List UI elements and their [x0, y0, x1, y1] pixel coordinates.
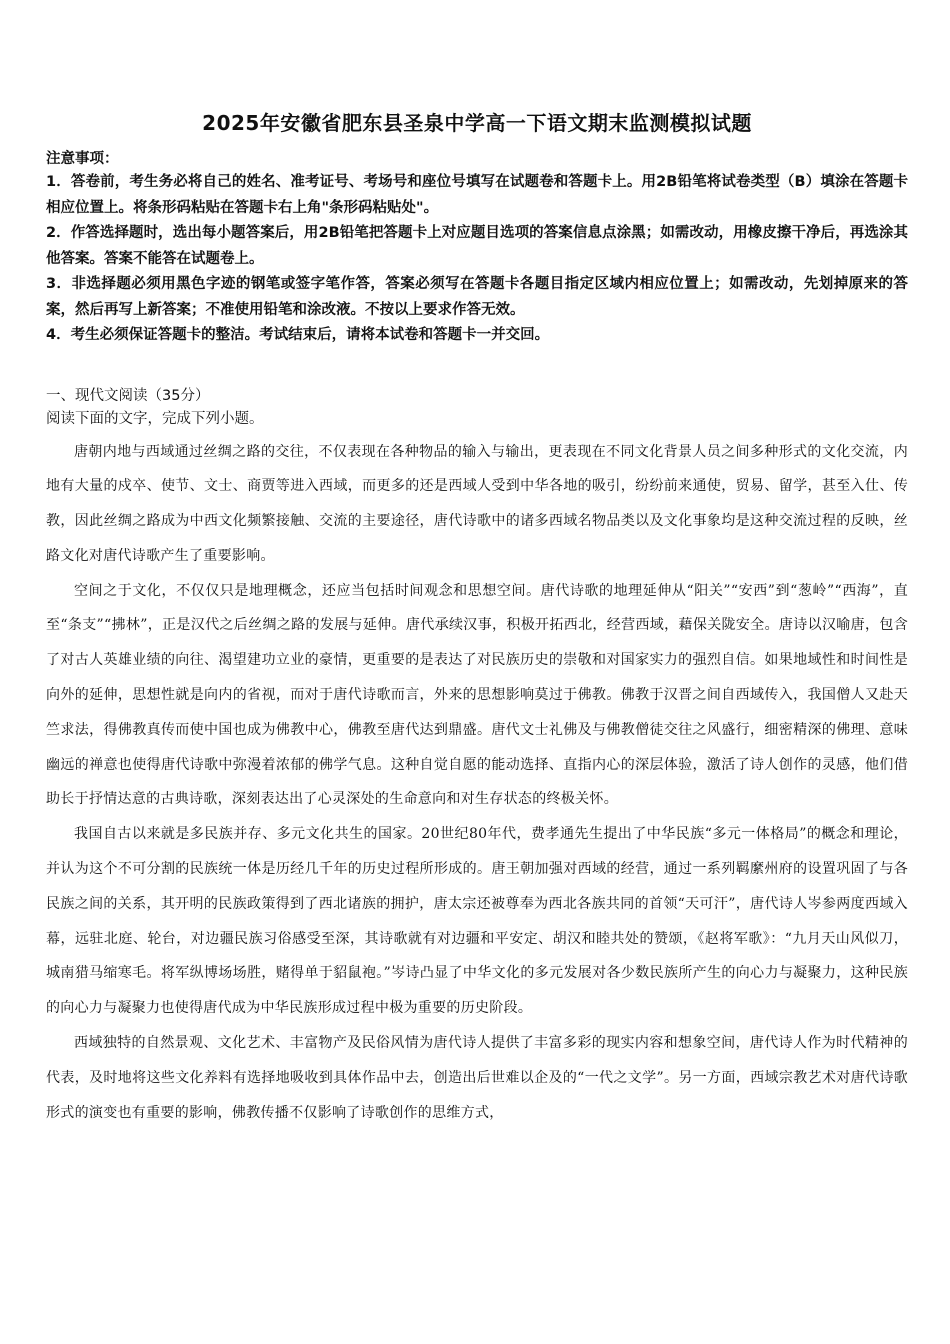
passage-paragraph-4: 西域独特的自然景观、文化艺术、丰富物产及民俗风情为唐代诗人提供了丰富多彩的现实内容和想象空间，唐代诗人作为时代精神的代表，及时地将这些文化养料有选择地吸收到具体作品中去，创造出后世难以企及的“一代之文学”。另一方面，西域宗教艺术对唐代诗歌形式的演变也有重要的影响，佛教传播不仅影响了诗歌创作的思维方式，: [46, 1035, 908, 1121]
section-instruction: 阅读下面的文字，完成下列小题。: [46, 410, 264, 427]
passage-paragraph-1: 唐朝内地与西域通过丝绸之路的交往，不仅表现在各种物品的输入与输出，更表现在不同文化背景人员之间多种形式的文化交流，内地有大量的戍卒、使节、文士、商贾等进入西域，而更多的还是西域人受到中华各地的吸引，纷纷前来通使，贸易、留学，甚至入仕、传教，因此丝绸之路成为中西文化频繁接触、交流的主要途径，唐代诗歌中的诸多西域名物品类以及文化事象均是这种交流过程的反映，丝路文化对唐代诗歌产生了重要影响。: [46, 443, 908, 564]
document-title: 2025年安徽省肥东县圣泉中学高一下语文期末监测模拟试题: [202, 111, 752, 135]
notice-heading: 注意事项：: [46, 151, 119, 167]
reading-section: [46, 385, 908, 1131]
section-heading: 一、现代文阅读（35分）: [46, 387, 210, 404]
notice-block: [46, 148, 908, 349]
passage-paragraph-2: 空间之于文化，不仅仅只是地理概念，还应当包括时间观念和思想空间。唐代诗歌的地理延伸从“阳关”“安西”到“葱岭”“西海”，直至“条支”“拂林”，正是汉代之后丝绸之路的发展与延伸。唐代承续汉事，积极开拓西北，经营西域，藉保关陇安全。唐诗以汉喻唐，包含了对古人英雄业绩的向往、渴望建功立业的豪情，更重要的是表达了对民族历史的崇敬和对国家实力的强烈自信。如果地域性和时间性是向外的延伸，思想性就是向内的省视，而对于唐代诗歌而言，外来的思想影响莫过于佛教。佛教于汉晋之间自西域传入，我国僧人又赴天竺求法，得佛教真传而使中国也成为佛教中心，佛教至唐代达到鼎盛。唐代文士礼佛及与佛教僧徒交往之风盛行，细密精深的佛理、意味幽远的禅意也使得唐代诗歌中弥漫着浓郁的佛学气息。这种自觉自愿的能动选择、直指内心的深层体验，激活了诗人创作的灵感，他们借助长于抒情达意的古典诗歌，深刻表达出了心灵深处的生命意向和对生存状态的终极关怀。: [46, 582, 908, 808]
notice-item-3: 3．非选择题必须用黑色字迹的钢笔或签字笔作答，答案必须写在答题卡各题目指定区域内相应位置上；如需改动，先划掉原来的答案，然后再写上新答案；不准使用铅笔和涂改液。不按以上要求作答无效。: [46, 276, 908, 318]
notice-item-2: 2．作答选择题时，选出每小题答案后，用2B铅笔把答题卡上对应题目选项的答案信息点涂黑；如需改动，用橡皮擦干净后，再选涂其他答案。答案不能答在试题卷上。: [46, 225, 908, 267]
exam-page: [46, 108, 908, 1130]
passage-paragraph-3: 我国自古以来就是多民族并存、多元文化共生的国家。20世纪80年代，费孝通先生提出了中华民族“多元一体格局”的概念和理论，并认为这个不可分割的民族统一体是历经几千年的历史过程所形成的。唐王朝加强对西域的经营，通过一系列羁縻州府的设置巩固了与各民族之间的关系，其开明的民族政策得到了西北诸族的拥护，唐太宗还被尊奉为西北各族共同的首领“天可汗”，唐代诗人岑参两度西域入幕，远驻北庭、轮台，对边疆民族习俗感受至深，其诗歌就有对边疆和平安定、胡汉和睦共处的赞颂，《赵将军歌》：“九月天山风似刀，城南猎马缩寒毛。将军纵博场场胜，赌得单于貂鼠袍。”岑诗凸显了中华文化的多元发展对各少数民族所产生的向心力与凝聚力，这种民族的向心力与凝聚力也使得唐代成为中华民族形成过程中极为重要的历史阶段。: [46, 826, 908, 1017]
notice-item-4: 4．考生必须保证答题卡的整洁。考试结束后，请将本试卷和答题卡一并交回。: [46, 327, 550, 343]
notice-item-1: 1．答卷前，考生务必将自己的姓名、准考证号、考场号和座位号填写在试题卷和答题卡上。用2B铅笔将试卷类型（B）填涂在答题卡相应位置上。将条形码粘贴在答题卡右上角"条形码粘贴处"。: [46, 174, 908, 216]
